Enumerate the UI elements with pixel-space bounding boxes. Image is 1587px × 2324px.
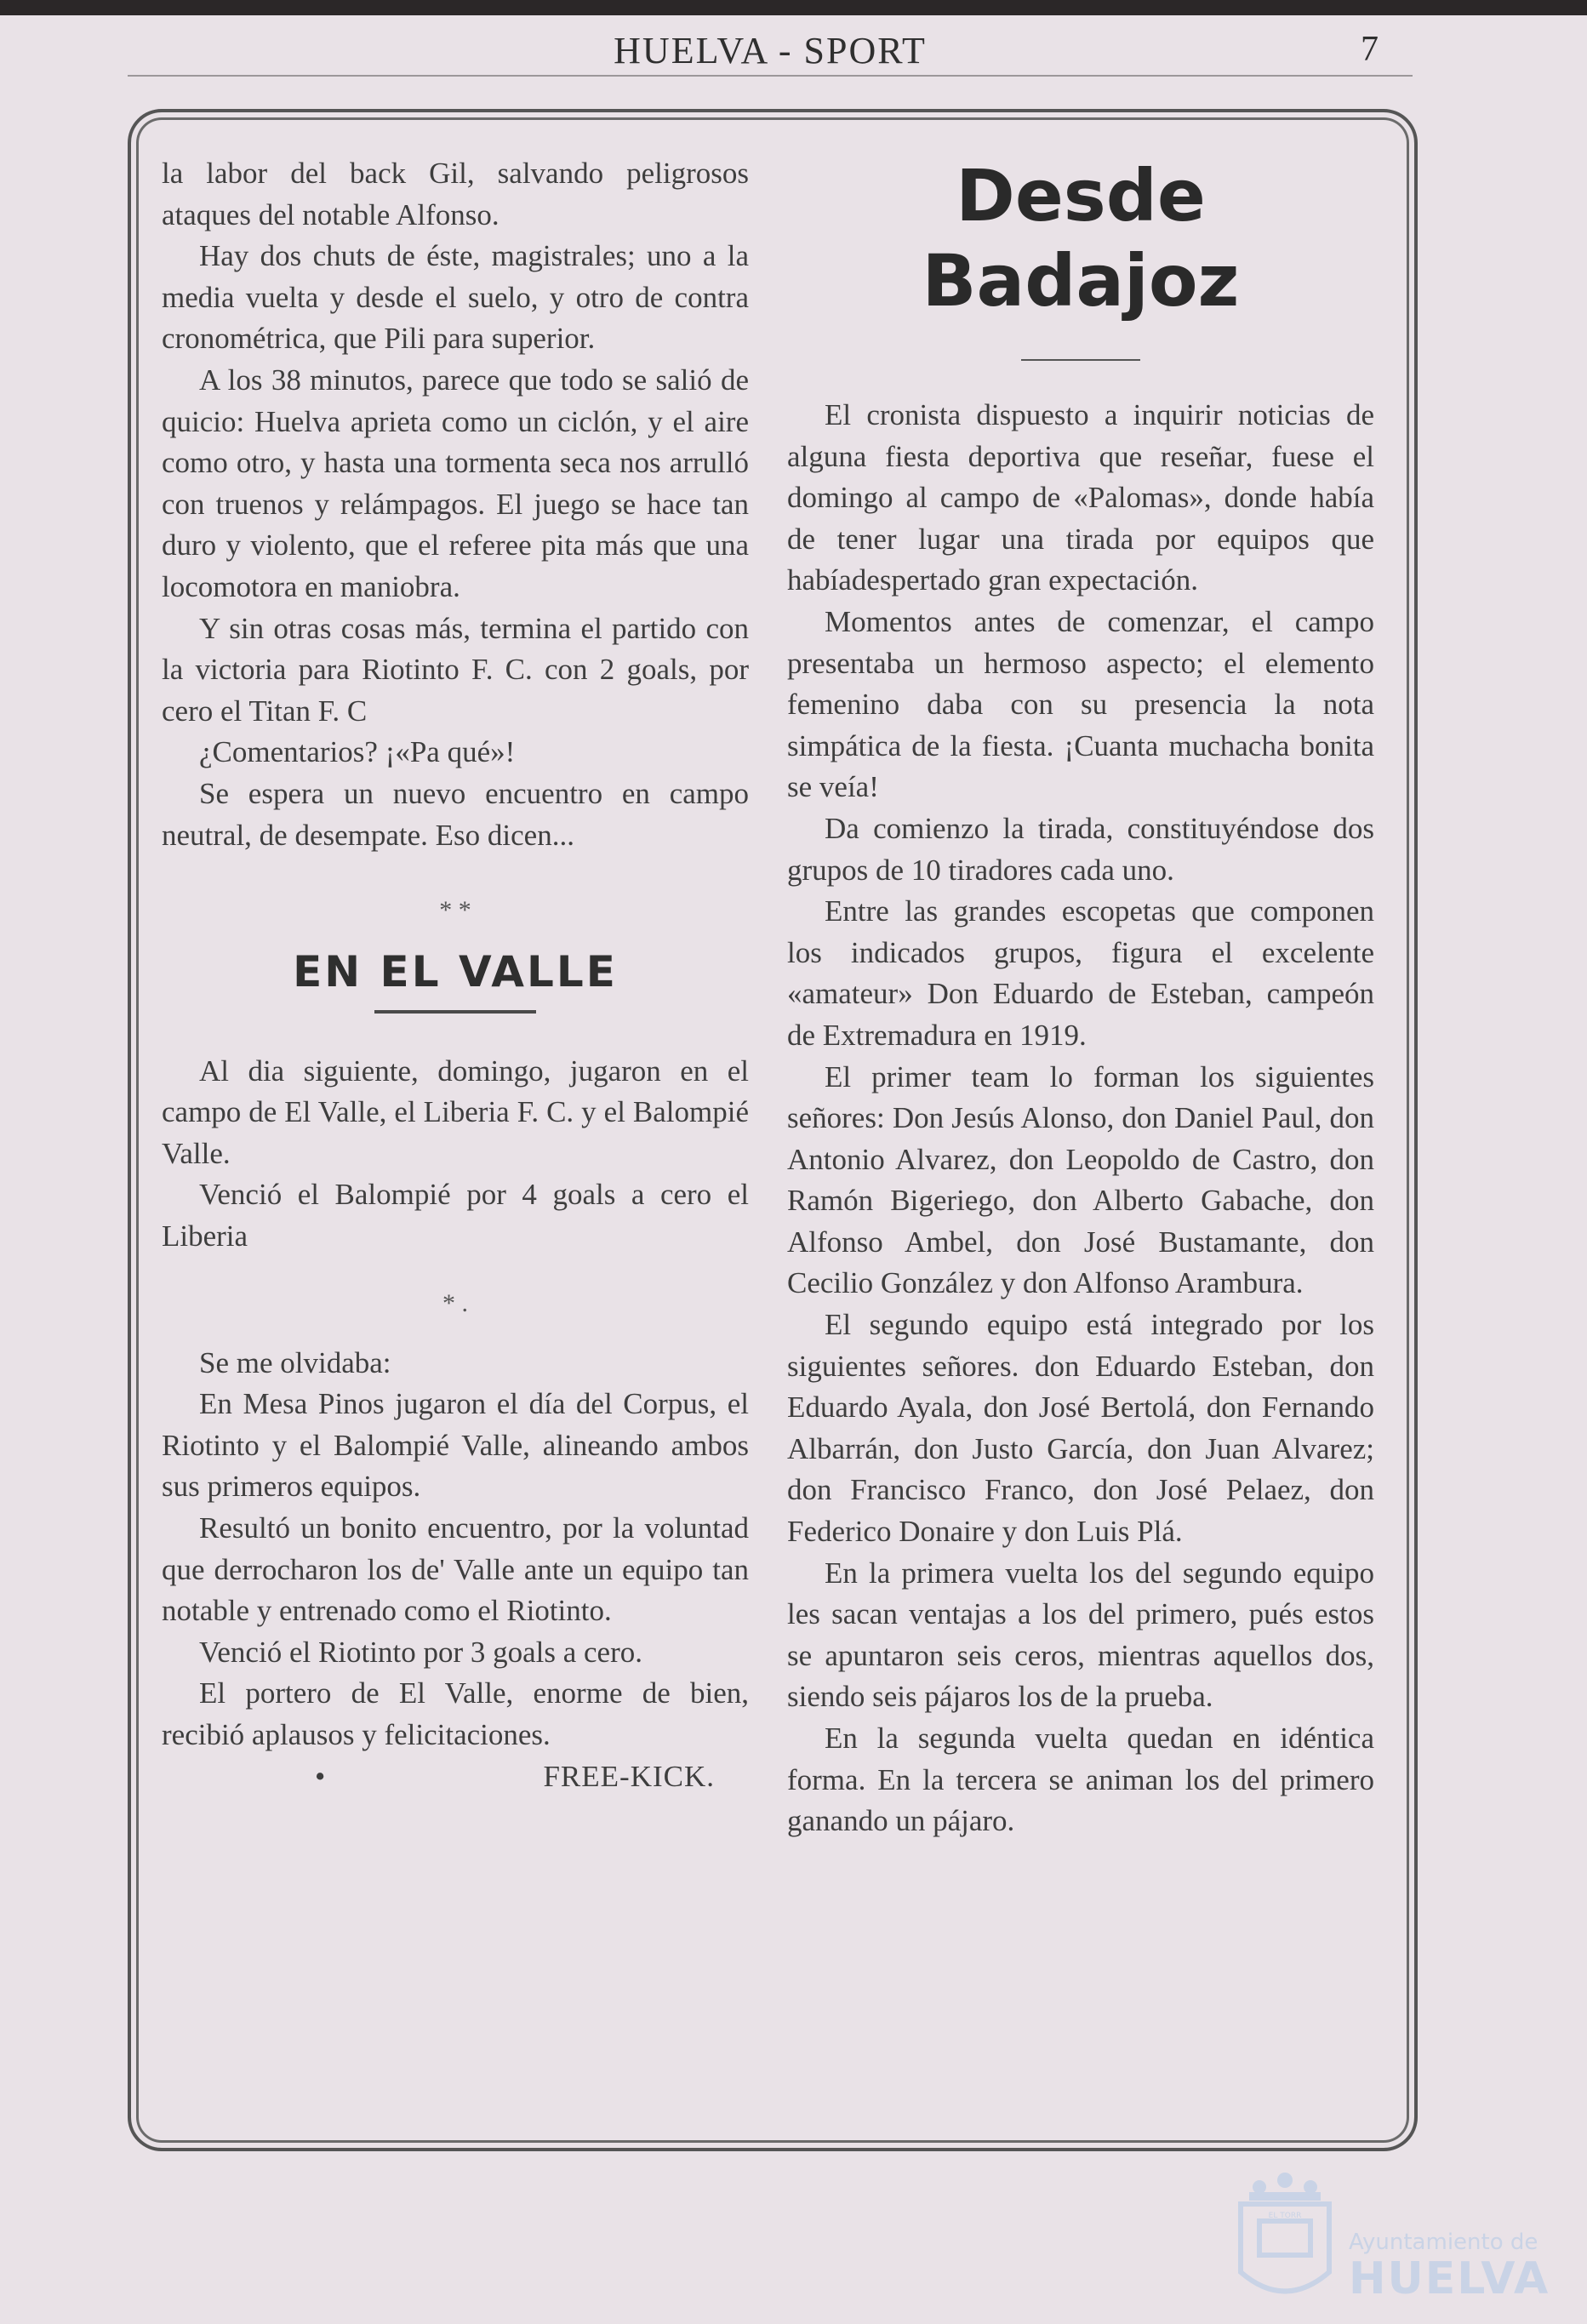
- left-column: [162, 153, 749, 1797]
- separator-asterisks: * *: [439, 896, 471, 925]
- paragraph: la labor del back Gil, salvando peligrosos ataques del notable Alfonso.: [162, 157, 749, 231]
- signature-line: [162, 1756, 749, 1797]
- paragraph: Al dia siguiente, domingo, jugaron en el campo de El Valle, el Liberia F. C. y el Balompié Valle.: [162, 1054, 749, 1170]
- paragraph: El portero de El Valle, enorme de bien, recibió aplausos y felicitaciones.: [162, 1676, 749, 1751]
- paragraph: Se espera un nuevo encuentro en campo neutral, de desempate. Eso dicen...: [162, 776, 749, 852]
- watermark-line1: Ayuntamiento de: [1349, 2230, 1538, 2255]
- paragraph: El cronista dispuesto a inquirir noticias de alguna fiesta deportiva que reseñar, fuese el domingo al campo de «Palomas», donde había de tener lugar una tirada por equipos que habíadespertado gran expectación.: [787, 398, 1374, 597]
- page-number: 7: [1361, 30, 1379, 69]
- paragraph: Hay dos chuts de éste, magistrales; uno a la media vuelta y desde el suelo, y otro de contra cronométrica, que Pili para superior.: [162, 239, 749, 356]
- paragraph: Resultó un bonito encuentro, por la voluntad que derrocharon los de' Valle ante un equipo tan notable y entrenado como el Riotinto.: [162, 1511, 749, 1628]
- paragraph: El primer team lo forman los siguientes señores: Don Jesús Alonso, don Daniel Paul, don Antonio Alvarez, don Leopoldo de Castro, don Ramón Bigeriego, don Alberto Gabache, don Alfonso Ambel, don José Bustamante, don Cecilio González y don Alfonso Arambura.: [787, 1059, 1374, 1300]
- paragraph: Venció el Balompié por 4 goals a cero el Liberia: [162, 1178, 749, 1253]
- signature-mark: •: [315, 1759, 326, 1793]
- watermark-line2: HUELVA: [1349, 2253, 1550, 2304]
- paragraph: Se me olvidaba:: [199, 1345, 391, 1379]
- paragraph: El segundo equipo está integrado por los siguientes señores. don Eduardo Esteban, don Eduardo Ayala, don José Bertolá, don Fernando Albarrán, don Justo García, don Juan Alvarez; don Francisco Franco, don José Pelaez, don Federico Donaire y don Luis Plá.: [787, 1308, 1374, 1549]
- paragraph: Da comienzo la tirada, constituyéndose dos grupos de 10 tiradores cada uno.: [787, 811, 1374, 887]
- paragraph: Entre las grandes escopetas que componen los indicados grupos, figura el excelente «amateur» Don Eduardo de Esteban, campeón de Extremadura en 1919.: [787, 894, 1374, 1052]
- right-column: [787, 153, 1374, 1842]
- separator-dots: * .: [442, 1288, 468, 1317]
- author-signature: FREE-KICK.: [543, 1759, 715, 1793]
- section-title-en-el-valle: EN EL VALLE: [293, 947, 618, 997]
- paragraph: En Mesa Pinos jugaron el día del Corpus, el Riotinto y el Balompié Valle, alineando ambos sus primeros equipos.: [162, 1387, 749, 1504]
- publication-title: HUELVA - SPORT: [614, 30, 927, 71]
- paragraph: Y sin otras cosas más, termina el partido con la victoria para Riotinto F. C. con 2 goals, por cero el Titan F. C: [162, 611, 749, 728]
- section-title-desde-badajoz: Desde Badajoz: [922, 154, 1240, 323]
- paragraph: A los 38 minutos, parece que todo se salió de quicio: Huelva aprieta como un ciclón, y el aire como otro, y hasta una tormenta seca nos arrulló con truenos y relámpagos. El juego se hace tan duro y violento, que el referee pita más que una locomotora en maniobra.: [162, 363, 749, 603]
- paragraph: En la segunda vuelta quedan en idéntica forma. En la tercera se animan los del primero ganando un pájaro.: [787, 1722, 1374, 1838]
- paragraph: Venció el Riotinto por 3 goals a cero.: [199, 1635, 642, 1669]
- shield-label: EL TORR: [1268, 2212, 1302, 2220]
- paragraph: En la primera vuelta los del segundo equipo les sacan ventajas a los del primero, pués estos se apuntaron seis ceros, mientras aquellos dos, siendo seis pájaros los de la prueba.: [787, 1556, 1374, 1714]
- scan-edge: [0, 0, 1587, 15]
- paragraph: Momentos antes de comenzar, el campo presentaba un hermoso aspecto; el elemento femenino daba con su presencia la nota simpática de la fiesta. ¡Cuanta muchacha bonita se veía!: [787, 604, 1374, 804]
- paragraph: ¿Comentarios? ¡«Pa qué»!: [199, 735, 516, 769]
- page-header: [128, 24, 1413, 77]
